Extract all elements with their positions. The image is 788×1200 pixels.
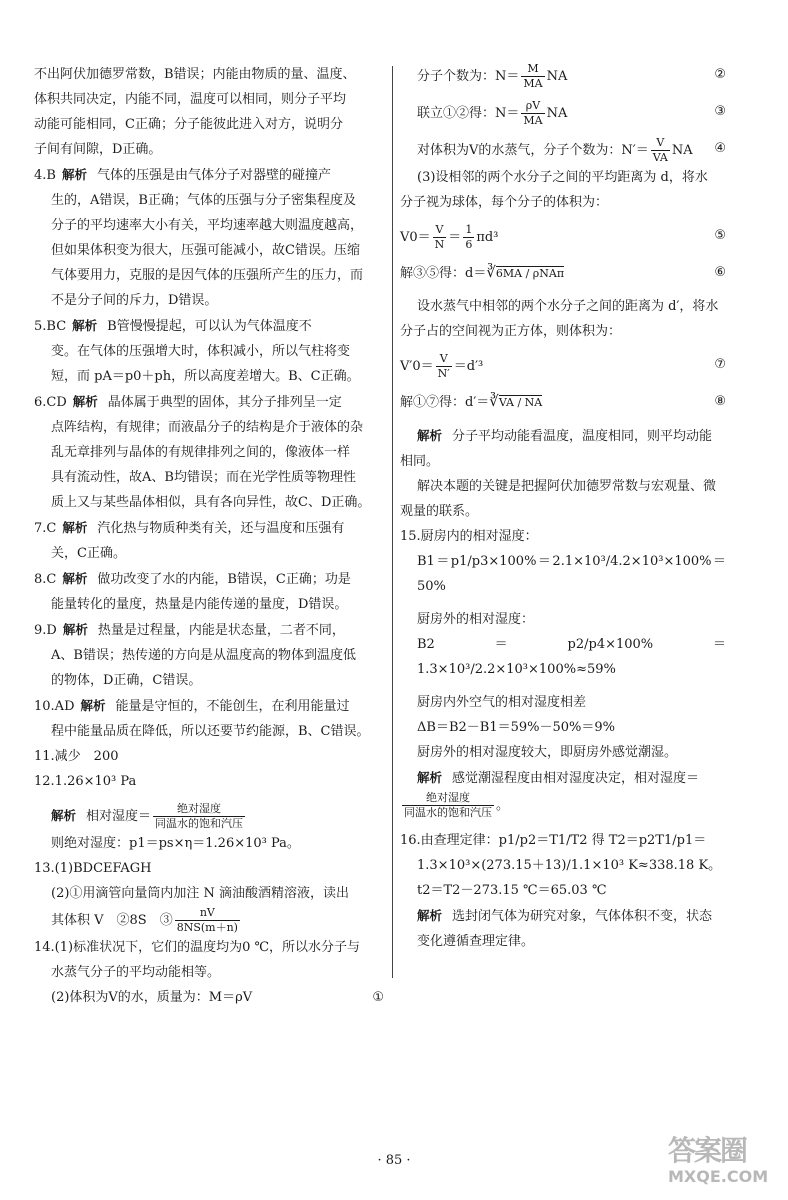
text-span: 对体积为V的水蒸气，分子个数为：N′＝ [417,143,649,158]
numerator: M [521,62,544,77]
text-line: 能量转化的量度，热量是内能传递的量度，D错误。 [51,597,348,612]
text-line: A、B错误；热传递的方向是从温度高的物体到温度低 [51,648,356,663]
equation-number: ② [714,67,726,82]
equation-5 [400,223,726,252]
answer-number: 9.D [34,623,57,638]
analysis-line [400,903,726,929]
text-span: NA [671,143,693,158]
text-line: 变。在气体的压强增大时，体积减小，所以气柱将变 [51,344,351,359]
equation-1 [34,985,384,1010]
answer-number: 10.AD [34,699,75,714]
text-line: 子间有间隙，D正确。 [34,142,162,157]
formula-line: B2＝p2/p4×100%＝1.3×10³/2.2×10³×100%≈59% [417,637,726,677]
answer-5 [34,313,384,339]
answer-9 [34,617,384,643]
equation-number: ⑤ [714,228,726,243]
denominator: N′ [437,367,450,380]
analysis-tag: 解析 [62,571,88,586]
equation-8 [400,389,726,415]
answer-13: 13.(1)BDCEFAGH [34,861,152,876]
answer-16: 16.由查理定律：p1/p2＝T1/T2 得 T2＝p2T1/p1＝ [400,833,707,848]
analysis-tag: 解析 [417,428,443,443]
text-line: 厨房内外空气的相对湿度相差 [417,695,587,710]
root-sign: ∛ [489,392,499,410]
numerator: V [651,136,670,151]
denominator: 8NS(m＋n) [176,921,238,934]
analysis-tag: 解析 [62,520,88,535]
fraction [433,223,447,252]
text-span: 其体积 V ②8S ③ [51,913,173,928]
denominator: MA [523,114,543,127]
text-span: 联立①②得：N＝ [417,106,520,121]
text-line: 观量的联系。 [400,504,479,519]
answer-6 [34,389,384,415]
fraction [175,906,240,935]
fraction [436,352,452,381]
watermark-url: MXQE.COM [668,1167,769,1186]
text-line: 热量是过程量，内能是状态量，二者不同， [97,623,345,638]
radicand: VA / NA [498,396,543,409]
equation-number: ① [372,990,384,1005]
text-span: 解③⑤得：d＝ [400,266,487,281]
text-span: (2)体积为V的水，质量为：M＝ρV [51,990,253,1005]
analysis-tag: 解析 [72,394,98,409]
answer-14: 14.(1)标准状况下，它们的温度均为0 ℃，所以水分子与 [34,940,361,955]
fraction [463,223,474,252]
answer-11: 11.减少 200 [34,749,119,764]
answer-7 [34,515,384,541]
analysis-line [400,765,726,791]
answer-number: 8.C [34,572,57,587]
answer-10 [34,693,384,719]
equation-number: ③ [714,104,726,119]
text-span: πd³ [476,230,499,245]
formula-line: 1.3×10³×(273.15＋13)/1.1×10³ K≈338.18 K。 [417,858,722,873]
numerator: V [436,352,452,367]
answer-number: 4.B [34,168,56,183]
equation-number: ⑥ [714,265,726,280]
text-span: V′0＝ [400,359,434,374]
denominator: MA [523,77,543,90]
text-line: 点阵结构，有规律；而液晶分子的结构是介于液体的杂 [51,420,364,435]
text-line: 能量是守恒的，不能创生，在利用能量过 [115,699,350,714]
radicand: 6MA / ρNAπ [495,267,565,280]
answer-12: 12.1.26×10³ Pa [34,774,137,789]
text-line: 短，而 pA＝p0＋ph，所以高度差增大。B、C正确。 [51,369,360,384]
text-line: 动能可能相同，C正确；分子能彼此进入对方，说明分 [34,117,343,132]
text-line: 关，C正确。 [51,546,126,561]
text-line: 变化遵循查理定律。 [417,934,535,949]
numerator: nV [175,906,240,921]
equation-number: ④ [714,141,726,156]
text-line: 解决本题的关键是把握阿伏加德罗常数与宏观量、微 [417,479,717,494]
text-line: 分子的平均速率大小有关，平均速率越大则温度越高， [51,218,364,233]
equation-number: ⑧ [714,394,726,409]
analysis-line [400,423,726,449]
analysis-tag: 解析 [72,318,98,333]
formula-line: ΔB＝B2－B1＝59%－50%＝9% [417,720,616,735]
fraction [651,136,670,165]
text-line: 汽化热与物质种类有关，还与温度和压强有 [97,521,345,536]
equation-3 [400,99,726,128]
answer-number: 7.C [34,521,57,536]
analysis-tag: 解析 [417,908,443,923]
text-span: 分子平均动能看温度，温度相同，则平均动能 [452,429,713,444]
text-line: 不是分子间的斥力，D错误。 [51,293,218,308]
watermark-text: 答案圈 [668,1134,747,1167]
column-divider [392,66,393,978]
text-span: 感觉潮湿程度由相对湿度决定，相对湿度＝ [452,771,700,786]
watermark-logo [668,1134,780,1194]
equation-6 [400,260,726,286]
text-span: NA [546,106,568,121]
formula-line [34,802,384,831]
text-span: V0＝ [400,230,431,245]
text-line: (2)①用滴管向量筒内加注 N 滴油酸酒精溶液，读出 [51,886,350,901]
text-line: 做功改变了水的内能，B错误，C正确；功是 [97,572,351,587]
root-sign: ∛ [486,263,496,281]
denominator: 同温水的饱和汽压 [404,806,492,819]
text-line: 分子视为球体，每个分子的体积为： [400,195,609,210]
text-line: 程中能量品质在降低，所以还要节约能源，B、C错误。 [51,724,370,739]
right-column [400,62,726,954]
text-line: 厨房外的相对湿度： [417,612,535,627]
text-span: 相对湿度＝ [86,809,152,824]
text-line: 气体要用力，克服的是因气体的压强所产生的压力，而 [51,268,364,283]
text-line: 相同。 [400,454,440,469]
fraction [521,62,544,91]
numerator: 绝对湿度 [153,802,245,817]
fraction [153,802,245,831]
analysis-tag: 解析 [417,770,443,785]
analysis-tag: 解析 [80,698,106,713]
text-line: 乱无章排列与晶体的有规律排列之间的，像液体一样 [51,445,351,460]
text-span: 。 [496,798,510,813]
fraction [521,99,544,128]
text-line: 设水蒸气中相邻的两个水分子之间的距离为 d′，将水 [417,299,719,314]
text-line: 分子占的空间视为正方体，则体积为： [400,324,622,339]
text-span: ＝ [448,230,462,245]
denominator: VA [652,151,668,164]
text-span: 解①⑦得：d′＝ [400,395,490,410]
equation-number: ⑦ [714,357,726,372]
text-line: 厨房外的相对湿度较大，即厨房外感觉潮湿。 [417,745,678,760]
text-line: 水蒸气分子的平均动能相等。 [51,965,221,980]
equation-2 [400,62,726,91]
text-line: 质上又与某些晶体相似，具有各向异性，故C、D正确。 [51,495,371,510]
text-span: 选封闭气体为研究对象，气体体积不变，状态 [452,909,713,924]
text-line: 气体的压强是由气体分子对器壁的碰撞产 [96,168,331,183]
text-line: 晶体属于典型的固体，其分子排列呈一定 [107,395,342,410]
formula-line: t2＝T2－273.15 ℃＝65.03 ℃ [417,883,607,898]
text-line: 体积共同决定，内能不同，温度可以相同，则分子平均 [34,92,347,107]
numerator: 绝对湿度 [402,791,494,806]
text-line: (3)设相邻的两个水分子之间的平均距离为 d，将水 [417,170,708,185]
text-line: 不出阿伏加德罗常数，B错误；内能由物质的量、温度、 [34,67,356,82]
answer-8 [34,566,384,592]
text-line: 生的，A错误，B正确；气体的压强与分子密集程度及 [51,193,356,208]
text-line: 则绝对湿度：p1＝ps×η＝1.26×10³ Pa。 [51,836,300,851]
text-span: 分子个数为：N＝ [417,69,520,84]
text-span: ＝d′³ [453,359,484,374]
denominator: 6 [465,238,473,251]
page-number: · 85 · [377,1153,411,1168]
answer-number: 6.CD [34,395,67,410]
text-line: 的物体，D正确，C错误。 [51,673,202,688]
numerator: V [433,223,447,238]
analysis-tag: 解析 [62,622,88,637]
numerator: 1 [465,223,473,236]
numerator: ρV [521,99,544,114]
equation-4 [400,136,726,165]
text-span: NA [546,69,568,84]
denominator: N [434,238,445,251]
answer-number: 5.BC [34,319,67,334]
denominator: 同温水的饱和汽压 [155,817,244,830]
text-line: 具有流动性，故A、B均错误；而在光学性质等物理性 [51,470,356,485]
analysis-tag: 解析 [61,167,87,182]
analysis-tag: 解析 [51,808,77,823]
left-column [34,62,384,1010]
text-line: B管慢慢提起，可以认为气体温度不 [107,319,312,334]
equation-7 [400,352,726,381]
answer-4 [34,162,384,188]
fraction [402,791,494,820]
answer-15: 15.厨房内的相对湿度： [400,529,538,544]
formula-line [400,791,726,820]
formula-line: B1＝p1/p3×100%＝2.1×10³/4.2×10³×100%＝50% [417,554,726,594]
formula-line [34,906,384,935]
text-line: 但如果体积变为很大，压强可能减小，故C错误。压缩 [51,243,360,258]
